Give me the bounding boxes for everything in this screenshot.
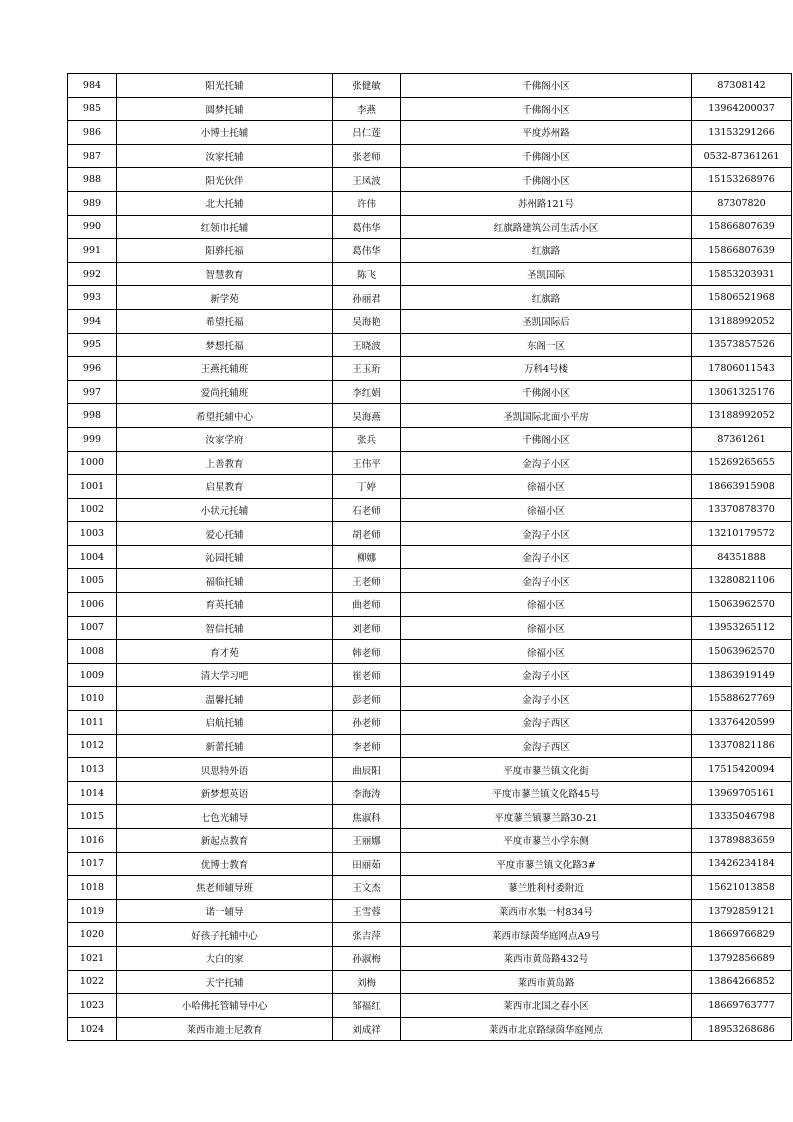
row-number-cell: 999 [68, 427, 117, 451]
table-row [68, 97, 792, 121]
contact-person-cell: 李老师 [333, 734, 401, 758]
table-row [68, 734, 792, 758]
contact-person-cell: 刘成祥 [333, 1017, 401, 1041]
table-row [68, 946, 792, 970]
institution-name-cell: 红领巾托辅 [117, 215, 333, 239]
institution-name-cell: 莱西市迪士尼教育 [117, 1017, 333, 1041]
contact-person-cell: 李红娟 [333, 380, 401, 404]
address-cell: 金沟子西区 [401, 734, 692, 758]
address-cell: 圣凯国际后 [401, 309, 692, 333]
institution-name-cell: 启航托辅 [117, 711, 333, 735]
address-cell: 莱西市水集一村834号 [401, 899, 692, 923]
row-number-cell: 984 [68, 74, 117, 98]
phone-cell: 13210179572 [692, 522, 792, 546]
institution-name-cell: 爱尚托辅班 [117, 380, 333, 404]
address-cell: 莱西市绿茵华庭网点A9号 [401, 923, 692, 947]
phone-cell: 18669763777 [692, 994, 792, 1018]
institution-name-cell: 希望托辅中心 [117, 404, 333, 428]
address-cell: 徐福小区 [401, 640, 692, 664]
table-row [68, 262, 792, 286]
phone-cell: 13370821186 [692, 734, 792, 758]
contact-person-cell: 石老师 [333, 498, 401, 522]
contact-person-cell: 张兵 [333, 427, 401, 451]
phone-cell: 18669766829 [692, 923, 792, 947]
table-row [68, 923, 792, 947]
table-row [68, 616, 792, 640]
row-number-cell: 992 [68, 262, 117, 286]
address-cell: 金沟子小区 [401, 663, 692, 687]
institution-name-cell: 梦想托福 [117, 333, 333, 357]
contact-person-cell: 刘老师 [333, 616, 401, 640]
row-number-cell: 1014 [68, 781, 117, 805]
address-cell: 千佛阁小区 [401, 97, 692, 121]
row-number-cell: 1013 [68, 758, 117, 782]
institution-name-cell: 王燕托辅班 [117, 357, 333, 381]
row-number-cell: 1015 [68, 805, 117, 829]
table-row [68, 687, 792, 711]
row-number-cell: 1001 [68, 475, 117, 499]
institution-name-cell: 新蕾托辅 [117, 734, 333, 758]
phone-cell: 13153291266 [692, 121, 792, 145]
row-number-cell: 988 [68, 168, 117, 192]
phone-cell: 15063962570 [692, 640, 792, 664]
institution-name-cell: 沁园托辅 [117, 545, 333, 569]
address-cell: 金沟子小区 [401, 687, 692, 711]
institution-name-cell: 大白的家 [117, 946, 333, 970]
contact-person-cell: 胡老师 [333, 522, 401, 546]
table-row [68, 168, 792, 192]
institution-name-cell: 育才苑 [117, 640, 333, 664]
table-row [68, 569, 792, 593]
address-cell: 红旗路 [401, 239, 692, 263]
table-row [68, 286, 792, 310]
table-row [68, 239, 792, 263]
contact-person-cell: 曲老师 [333, 593, 401, 617]
contact-person-cell: 葛伟华 [333, 215, 401, 239]
institution-name-cell: 诺一辅导 [117, 899, 333, 923]
row-number-cell: 985 [68, 97, 117, 121]
phone-cell: 87308142 [692, 74, 792, 98]
contact-person-cell: 王丽娜 [333, 829, 401, 853]
contact-person-cell: 田丽茹 [333, 852, 401, 876]
row-number-cell: 1023 [68, 994, 117, 1018]
table-row [68, 498, 792, 522]
phone-cell: 13964200037 [692, 97, 792, 121]
contact-person-cell: 李海涛 [333, 781, 401, 805]
address-cell: 平度市蓼兰小学东侧 [401, 829, 692, 853]
table-row [68, 215, 792, 239]
row-number-cell: 1018 [68, 876, 117, 900]
row-number-cell: 1004 [68, 545, 117, 569]
table-row [68, 970, 792, 994]
address-cell: 金沟子小区 [401, 451, 692, 475]
address-cell: 平度市蓼兰镇文化路45号 [401, 781, 692, 805]
institution-name-cell: 七色光辅导 [117, 805, 333, 829]
address-cell: 金沟子小区 [401, 522, 692, 546]
contact-person-cell: 葛伟华 [333, 239, 401, 263]
table-row [68, 333, 792, 357]
table-row [68, 593, 792, 617]
contact-person-cell: 王雪蓉 [333, 899, 401, 923]
row-number-cell: 1000 [68, 451, 117, 475]
table-row [68, 640, 792, 664]
contact-person-cell: 王玉珩 [333, 357, 401, 381]
table-row [68, 427, 792, 451]
institution-name-cell: 阳光托辅 [117, 74, 333, 98]
contact-person-cell: 吴海艳 [333, 309, 401, 333]
contact-person-cell: 吴海燕 [333, 404, 401, 428]
address-cell: 徐福小区 [401, 616, 692, 640]
phone-cell: 15853203931 [692, 262, 792, 286]
address-cell: 圣凯国际 [401, 262, 692, 286]
institution-name-cell: 希望托福 [117, 309, 333, 333]
phone-cell: 13188992052 [692, 404, 792, 428]
address-cell: 徐福小区 [401, 498, 692, 522]
row-number-cell: 1019 [68, 899, 117, 923]
table-row [68, 758, 792, 782]
phone-cell: 18663915908 [692, 475, 792, 499]
table-row [68, 781, 792, 805]
phone-cell: 13573857526 [692, 333, 792, 357]
address-cell: 莱西市黄岛路432号 [401, 946, 692, 970]
phone-cell: 13864266852 [692, 970, 792, 994]
address-cell: 东阁一区 [401, 333, 692, 357]
address-cell: 莱西市北京路绿茵华庭网点 [401, 1017, 692, 1041]
table-row [68, 357, 792, 381]
row-number-cell: 990 [68, 215, 117, 239]
institution-name-cell: 福临托辅 [117, 569, 333, 593]
institution-name-cell: 北大托辅 [117, 191, 333, 215]
table-row [68, 380, 792, 404]
row-number-cell: 1009 [68, 663, 117, 687]
contact-person-cell: 柳娜 [333, 545, 401, 569]
phone-cell: 13061325176 [692, 380, 792, 404]
phone-cell: 13376420599 [692, 711, 792, 735]
table-row [68, 545, 792, 569]
address-cell: 千佛阁小区 [401, 168, 692, 192]
row-number-cell: 1020 [68, 923, 117, 947]
phone-cell: 13863919149 [692, 663, 792, 687]
institution-name-cell: 圆梦托辅 [117, 97, 333, 121]
phone-cell: 0532-87361261 [692, 144, 792, 168]
contact-person-cell: 王晓波 [333, 333, 401, 357]
row-number-cell: 1006 [68, 593, 117, 617]
institution-name-cell: 小哈佛托管辅导中心 [117, 994, 333, 1018]
contact-person-cell: 孙老师 [333, 711, 401, 735]
phone-cell: 13953265112 [692, 616, 792, 640]
phone-cell: 15153268976 [692, 168, 792, 192]
table-row [68, 144, 792, 168]
address-cell: 平度蓼兰镇蓼兰路30-21 [401, 805, 692, 829]
institution-name-cell: 智信托辅 [117, 616, 333, 640]
table-row [68, 852, 792, 876]
phone-cell: 17515420094 [692, 758, 792, 782]
address-cell: 金沟子小区 [401, 545, 692, 569]
institution-name-cell: 新学苑 [117, 286, 333, 310]
row-number-cell: 986 [68, 121, 117, 145]
contact-person-cell: 王老师 [333, 569, 401, 593]
address-cell: 金沟子小区 [401, 569, 692, 593]
table-row [68, 1017, 792, 1041]
institution-name-cell: 小博士托辅 [117, 121, 333, 145]
table-row [68, 121, 792, 145]
row-number-cell: 1021 [68, 946, 117, 970]
phone-cell: 15806521968 [692, 286, 792, 310]
table-row [68, 451, 792, 475]
institution-name-cell: 上善教育 [117, 451, 333, 475]
contact-person-cell: 李燕 [333, 97, 401, 121]
institution-name-cell: 阳骅托福 [117, 239, 333, 263]
contact-person-cell: 丁婷 [333, 475, 401, 499]
row-number-cell: 994 [68, 309, 117, 333]
table-row [68, 309, 792, 333]
contact-person-cell: 王伟平 [333, 451, 401, 475]
address-cell: 千佛阁小区 [401, 427, 692, 451]
row-number-cell: 1003 [68, 522, 117, 546]
phone-cell: 13426234184 [692, 852, 792, 876]
institution-name-cell: 启星教育 [117, 475, 333, 499]
address-cell: 平度市蓼兰镇文化路3# [401, 852, 692, 876]
phone-cell: 15269265655 [692, 451, 792, 475]
institution-name-cell: 好孩子托辅中心 [117, 923, 333, 947]
institution-name-cell: 温馨托辅 [117, 687, 333, 711]
institution-name-cell: 贝思特外语 [117, 758, 333, 782]
address-cell: 徐福小区 [401, 593, 692, 617]
row-number-cell: 1010 [68, 687, 117, 711]
table-row [68, 522, 792, 546]
institution-name-cell: 汝家托辅 [117, 144, 333, 168]
row-number-cell: 997 [68, 380, 117, 404]
address-cell: 红旗路建筑公司生活小区 [401, 215, 692, 239]
contact-person-cell: 吕仁莲 [333, 121, 401, 145]
institution-name-cell: 焦老师辅导班 [117, 876, 333, 900]
phone-cell: 17806011543 [692, 357, 792, 381]
phone-cell: 13370878370 [692, 498, 792, 522]
phone-cell: 13335046798 [692, 805, 792, 829]
table-row [68, 475, 792, 499]
address-cell: 万科4号楼 [401, 357, 692, 381]
institution-name-cell: 优博士教育 [117, 852, 333, 876]
contact-person-cell: 许伟 [333, 191, 401, 215]
listing-table [67, 73, 792, 1041]
row-number-cell: 995 [68, 333, 117, 357]
contact-person-cell: 刘梅 [333, 970, 401, 994]
table-row [68, 74, 792, 98]
institution-name-cell: 天宇托辅 [117, 970, 333, 994]
address-cell: 平度市蓼兰镇文化街 [401, 758, 692, 782]
phone-cell: 13188992052 [692, 309, 792, 333]
row-number-cell: 1011 [68, 711, 117, 735]
address-cell: 徐福小区 [401, 475, 692, 499]
table-body [68, 74, 792, 1041]
table-row [68, 899, 792, 923]
table-row [68, 805, 792, 829]
row-number-cell: 989 [68, 191, 117, 215]
institution-name-cell: 爱心托辅 [117, 522, 333, 546]
address-cell: 金沟子西区 [401, 711, 692, 735]
row-number-cell: 1005 [68, 569, 117, 593]
phone-cell: 84351888 [692, 545, 792, 569]
phone-cell: 15588627769 [692, 687, 792, 711]
phone-cell: 18953268686 [692, 1017, 792, 1041]
institution-name-cell: 小状元托辅 [117, 498, 333, 522]
phone-cell: 87307820 [692, 191, 792, 215]
address-cell: 千佛阁小区 [401, 380, 692, 404]
row-number-cell: 1007 [68, 616, 117, 640]
table-row [68, 191, 792, 215]
phone-cell: 13792859121 [692, 899, 792, 923]
address-cell: 苏州路121号 [401, 191, 692, 215]
row-number-cell: 991 [68, 239, 117, 263]
contact-person-cell: 陈飞 [333, 262, 401, 286]
address-cell: 莱西市北国之春小区 [401, 994, 692, 1018]
contact-person-cell: 张吉萍 [333, 923, 401, 947]
institution-name-cell: 汝家学府 [117, 427, 333, 451]
contact-person-cell: 曲辰阳 [333, 758, 401, 782]
contact-person-cell: 孙淑梅 [333, 946, 401, 970]
table-row [68, 404, 792, 428]
contact-person-cell: 崔老师 [333, 663, 401, 687]
phone-cell: 13969705161 [692, 781, 792, 805]
table-row [68, 663, 792, 687]
institution-name-cell: 智慧教育 [117, 262, 333, 286]
address-cell: 红旗路 [401, 286, 692, 310]
table-row [68, 876, 792, 900]
institution-name-cell: 阳光伙伴 [117, 168, 333, 192]
address-cell: 千佛阁小区 [401, 74, 692, 98]
contact-person-cell: 韩老师 [333, 640, 401, 664]
phone-cell: 13280821106 [692, 569, 792, 593]
row-number-cell: 996 [68, 357, 117, 381]
phone-cell: 15866807639 [692, 239, 792, 263]
address-cell: 圣凯国际北面小平房 [401, 404, 692, 428]
row-number-cell: 1022 [68, 970, 117, 994]
row-number-cell: 1016 [68, 829, 117, 853]
phone-cell: 87361261 [692, 427, 792, 451]
row-number-cell: 993 [68, 286, 117, 310]
institution-name-cell: 新梦想英语 [117, 781, 333, 805]
row-number-cell: 1002 [68, 498, 117, 522]
row-number-cell: 1012 [68, 734, 117, 758]
table-row [68, 994, 792, 1018]
phone-cell: 13789883659 [692, 829, 792, 853]
contact-person-cell: 王文杰 [333, 876, 401, 900]
contact-person-cell: 彭老师 [333, 687, 401, 711]
row-number-cell: 1008 [68, 640, 117, 664]
contact-person-cell: 王凤波 [333, 168, 401, 192]
table-row [68, 829, 792, 853]
row-number-cell: 1024 [68, 1017, 117, 1041]
contact-person-cell: 邹福红 [333, 994, 401, 1018]
institution-name-cell: 清大学习吧 [117, 663, 333, 687]
institution-name-cell: 育英托辅 [117, 593, 333, 617]
phone-cell: 15621013858 [692, 876, 792, 900]
institution-name-cell: 新起点教育 [117, 829, 333, 853]
address-cell: 蓼兰胜利村委附近 [401, 876, 692, 900]
address-cell: 平度苏州路 [401, 121, 692, 145]
contact-person-cell: 焦淑科 [333, 805, 401, 829]
phone-cell: 15866807639 [692, 215, 792, 239]
phone-cell: 13792856689 [692, 946, 792, 970]
table-row [68, 711, 792, 735]
address-cell: 莱西市黄岛路 [401, 970, 692, 994]
phone-cell: 15063962570 [692, 593, 792, 617]
contact-person-cell: 张老师 [333, 144, 401, 168]
row-number-cell: 1017 [68, 852, 117, 876]
contact-person-cell: 孙丽君 [333, 286, 401, 310]
row-number-cell: 998 [68, 404, 117, 428]
contact-person-cell: 张健敏 [333, 74, 401, 98]
address-cell: 千佛阁小区 [401, 144, 692, 168]
row-number-cell: 987 [68, 144, 117, 168]
